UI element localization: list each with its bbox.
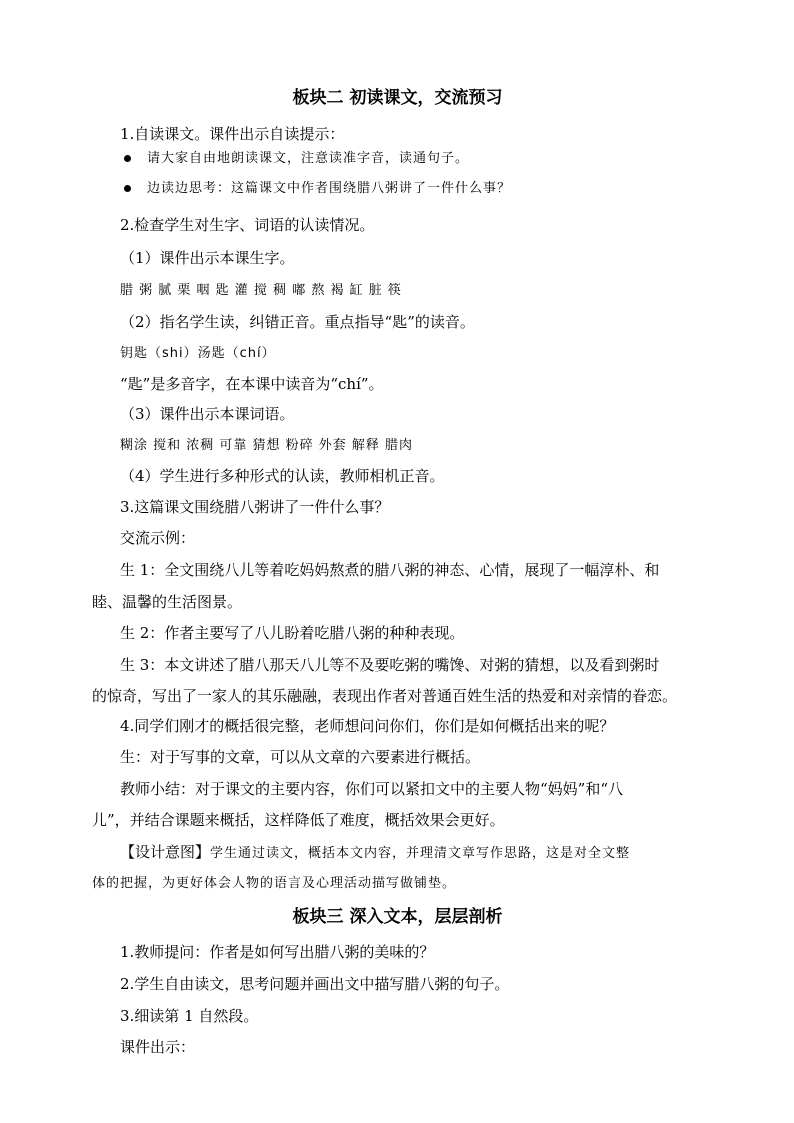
student-answer: 生：对于写事的文章，可以从文章的六要素进行概括。 bbox=[120, 748, 481, 766]
section3-item2: 2.学生自由读文，思考问题并画出文中描写腊八粥的句子。 bbox=[120, 975, 510, 993]
design-intent-line2: 体的把握，为更好体会人物的语言及心理活动描写做铺垫。 bbox=[92, 876, 457, 891]
student1-line1: 生 1：全文围绕八儿等着吃妈妈熬煮的腊八粥的神态、心情，展现了一幅淳朴、和 bbox=[120, 561, 660, 579]
section2-item4: 4.同学们刚才的概括很完整，老师想问问你们，你们是如何概括出来的呢？ bbox=[120, 717, 615, 735]
new-words: 糊涂 搅和 浓稠 可靠 猜想 粉碎 外套 解释 腊肉 bbox=[120, 438, 414, 453]
student1-line2: 睦、温馨的生活图景。 bbox=[92, 593, 243, 611]
section3-item1: 1.教师提问：作者是如何写出腊八粥的美味的？ bbox=[120, 943, 435, 961]
pronunciation-note: “匙”是多音字，在本课中读音为“chí”。 bbox=[120, 375, 384, 393]
section2-sub1: （1）课件出示本课生字。 bbox=[120, 249, 295, 267]
section2-sub3: （3）课件出示本课词语。 bbox=[120, 405, 295, 423]
new-characters: 腊 粥 腻 栗 咽 匙 灌 搅 稠 嘟 熬 褐 缸 脏 筷 bbox=[120, 283, 402, 298]
section2-item1: 1.自读课文。课件出示自读提示： bbox=[120, 125, 345, 143]
section2-sub4: （4）学生进行多种形式的认读，教师相机正音。 bbox=[120, 467, 445, 485]
section2-sub2: （2）指名学生读，纠错正音。重点指导“匙”的读音。 bbox=[120, 313, 475, 331]
design-intent-label: 【设计意图】 bbox=[120, 843, 211, 861]
bullet-item: 请大家自由地朗读课文，注意读准字音，读通句子。 bbox=[147, 151, 470, 166]
bullet-item: 边读边思考：这篇课文中作者围绕腊八粥讲了一件什么事？ bbox=[147, 181, 512, 196]
bullet-dot bbox=[124, 185, 131, 192]
example-label: 交流示例： bbox=[120, 529, 196, 547]
teacher-summary-line2: 儿”，并结合课题来概括，这样降低了难度，概括效果会更好。 bbox=[92, 811, 505, 829]
design-intent-text: 学生通过读文，概括本文内容，并理清文章写作思路，这是对全文整 bbox=[210, 846, 631, 861]
teacher-summary-line1: 教师小结：对于课文的主要内容，你们可以紧扣文中的主要人物“妈妈”和“八 bbox=[120, 780, 624, 798]
section2-heading: 板块二 初读课文，交流预习 bbox=[292, 88, 503, 108]
section3-heading: 板块三 深入文本，层层剖析 bbox=[292, 907, 503, 927]
section2-item2: 2.检查学生对生字、词语的认读情况。 bbox=[120, 216, 375, 234]
section3-item3: 3.细读第 1 自然段。 bbox=[120, 1007, 259, 1025]
section2-item3: 3.这篇课文围绕腊八粥讲了一件什么事？ bbox=[120, 498, 390, 516]
pronunciation: 钥匙（shi）汤匙（chí） bbox=[120, 346, 276, 361]
design-intent bbox=[120, 842, 630, 864]
courseware-label: 课件出示： bbox=[120, 1038, 196, 1056]
student3-line1: 生 3：本文讲述了腊八那天八儿等不及要吃粥的嘴馋、对粥的猜想，以及看到粥时 bbox=[120, 656, 660, 674]
bullet-dot bbox=[124, 155, 131, 162]
student2: 生 2：作者主要写了八儿盼着吃腊八粥的种种表现。 bbox=[120, 624, 465, 642]
student3-line2: 的惊奇，写出了一家人的其乐融融，表现出作者对普通百姓生活的热爱和对亲情的眷恋。 bbox=[92, 687, 678, 705]
